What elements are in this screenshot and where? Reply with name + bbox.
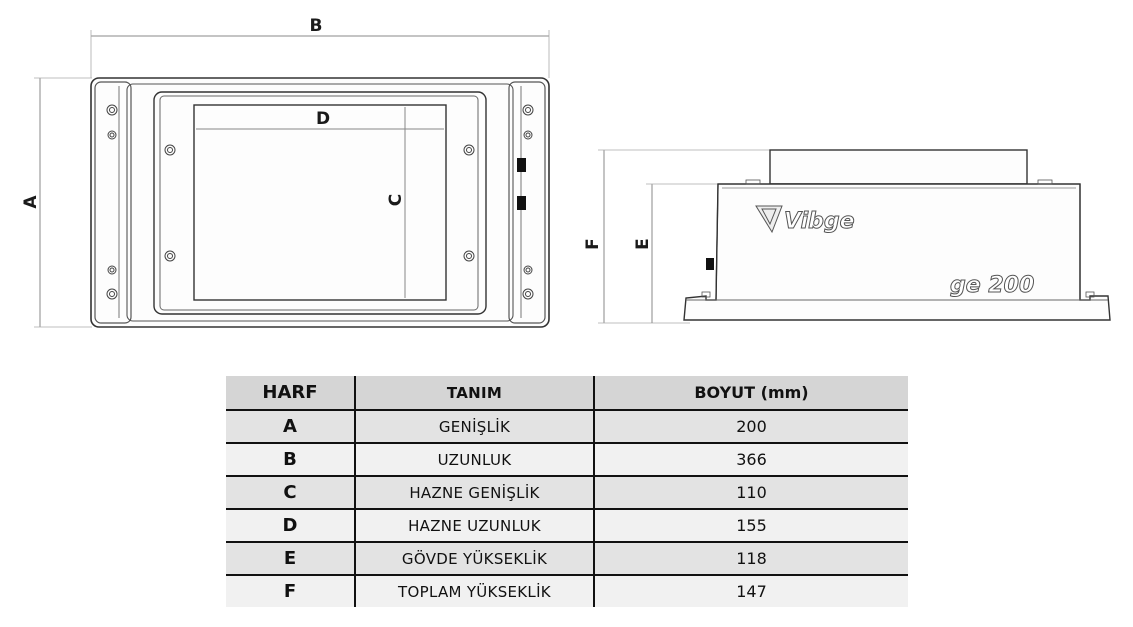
row-letter: D: [226, 509, 355, 542]
table-header-row: [226, 376, 908, 410]
label-d: D: [315, 109, 331, 129]
label-b: B: [309, 16, 323, 36]
dimension-a-line: [34, 78, 92, 327]
top-view: [34, 30, 549, 327]
model-name: ge 200: [950, 273, 1035, 298]
row-description: HAZNE UZUNLUK: [355, 509, 594, 542]
row-value: 155: [594, 509, 908, 542]
dimension-table: [226, 376, 908, 607]
row-value: 147: [594, 575, 908, 607]
dimension-b-line: [91, 30, 549, 78]
row-letter: E: [226, 542, 355, 575]
label-c: C: [386, 193, 406, 207]
table-row: [226, 443, 908, 476]
row-letter: C: [226, 476, 355, 509]
row-letter: A: [226, 410, 355, 443]
label-a: A: [21, 195, 41, 209]
table-row: [226, 575, 908, 607]
table-row: [226, 542, 908, 575]
table-row: [226, 410, 908, 443]
row-description: GÖVDE YÜKSEKLİK: [355, 542, 594, 575]
row-description: UZUNLUK: [355, 443, 594, 476]
brand-logo: [756, 206, 855, 234]
table-row: [226, 476, 908, 509]
row-value: 200: [594, 410, 908, 443]
table-row: [226, 509, 908, 542]
label-e: E: [633, 238, 653, 250]
row-description: TOPLAM YÜKSEKLİK: [355, 575, 594, 607]
row-value: 110: [594, 476, 908, 509]
brand-name: Vibge: [784, 209, 855, 234]
side-view-switch: [706, 258, 714, 270]
row-description: HAZNE GENİŞLİK: [355, 476, 594, 509]
side-switch-upper: [517, 158, 526, 172]
row-letter: B: [226, 443, 355, 476]
row-value: 366: [594, 443, 908, 476]
side-switch-lower: [517, 196, 526, 210]
header-description: TANIM: [355, 376, 594, 410]
row-value: 118: [594, 542, 908, 575]
header-letter: HARF: [226, 376, 355, 410]
label-f: F: [583, 238, 603, 250]
header-size: BOYUT (mm): [594, 376, 908, 410]
row-letter: F: [226, 575, 355, 607]
lid-top: [770, 150, 1027, 184]
row-description: GENİŞLİK: [355, 410, 594, 443]
